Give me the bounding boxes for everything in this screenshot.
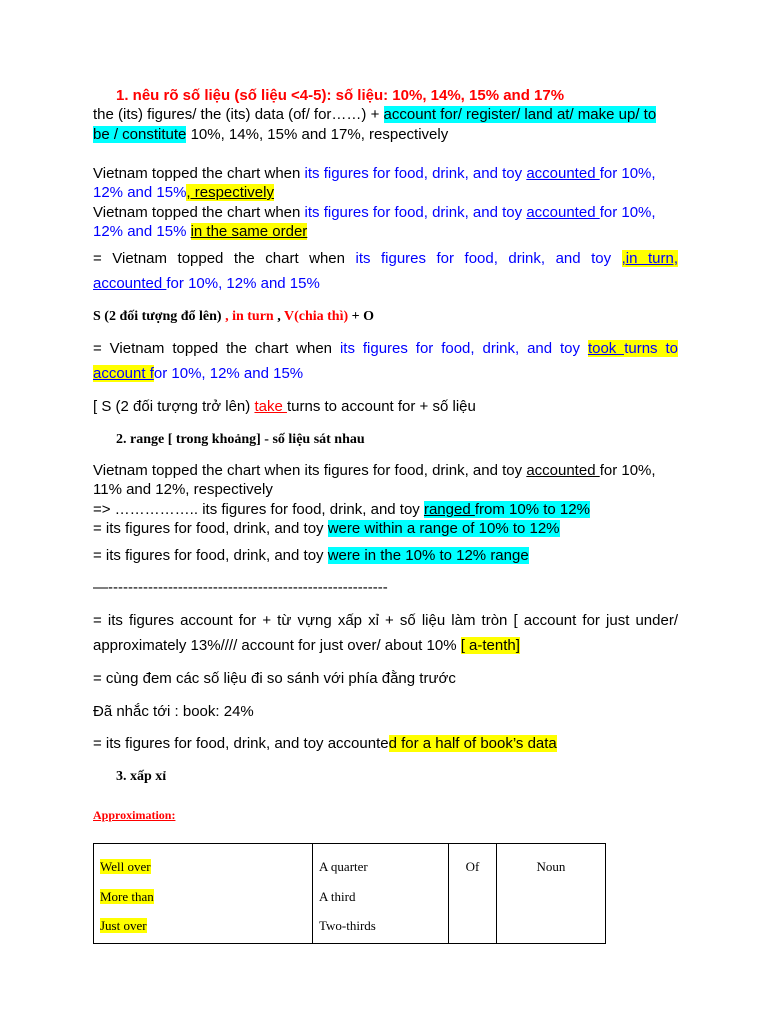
example-4-line-2: account for 10%, 12% and 15% <box>93 365 304 382</box>
example-1-line-2: 12% and 15%, respectively <box>93 184 274 201</box>
example-2-line-2: 12% and 15% in the same order <box>93 223 308 240</box>
s2-line-3: => …………….. its figures for food, drink, and toy ranged from 10% to 12% <box>93 501 590 518</box>
s2-line-2: 11% and 12%, respectively <box>93 481 273 498</box>
example-3-line-1: = Vietnam topped the chart when its figures for food, drink, and toy ,in turn, <box>93 250 678 267</box>
table-cell-fractions: A quarter A third Two-thirds <box>313 844 449 944</box>
highlight-verbs-2: be / constitute <box>93 126 187 143</box>
s1-line-2: be / constitute 10%, 14%, 15% and 17%, respectively <box>93 126 449 143</box>
section-1-heading: 1. nêu rõ số liệu (số liệu <4-5): số liệu: 10%, 14%, 15% and 17% <box>116 87 565 104</box>
table-row <box>94 844 606 944</box>
s2-line-10: = its figures for food, drink, and toy accounted for a half of book’s data <box>93 735 557 752</box>
example-1-line-1: Vietnam topped the chart when its figures for food, drink, and toy accounted for 10%, <box>93 165 656 182</box>
table-cell-of: Of <box>449 844 497 944</box>
example-4-line-1: = Vietnam topped the chart when its figures for food, drink, and toy took turns to <box>93 340 678 357</box>
approximation-table <box>93 843 606 944</box>
s2-line-4: = its figures for food, drink, and toy were within a range of 10% to 12% <box>93 520 560 537</box>
approximation-label: Approximation: <box>93 808 176 822</box>
table-cell-noun: Noun <box>497 844 606 944</box>
section-2-heading: 2. range [ trong khoảng] - số liệu sát nhau <box>116 432 365 447</box>
s2-line-6: = its figures account for + từ vựng xấp xỉ + số liệu làm tròn [ account for just under/ <box>93 612 678 629</box>
example-3-line-2: accounted for 10%, 12% and 15% <box>93 275 320 292</box>
example-2-line-1: Vietnam topped the chart when its figures for food, drink, and toy accounted for 10%, <box>93 204 656 221</box>
divider-line: —-------------------------------------------------------- <box>93 579 388 596</box>
formula-in-turn: S (2 đối tượng đổ lên) , in turn , V(chia thì) + O <box>93 309 374 324</box>
highlight-verbs: account for/ register/ land at/ make up/ to <box>383 106 657 123</box>
s2-line-7: approximately 13%//// account for just over/ about 10% [ a-tenth] <box>93 637 520 654</box>
formula-take-turns: [ S (2 đối tượng trở lên) take turns to account for + số liệu <box>93 398 476 415</box>
s2-line-1: Vietnam topped the chart when its figures for food, drink, and toy accounted for 10%, <box>93 462 656 479</box>
highlight-same-order: in the same order <box>190 223 308 240</box>
s2-line-5: = its figures for food, drink, and toy were in the 10% to 12% range <box>93 547 529 564</box>
table-cell-quantifiers: Well over More than Just over <box>94 844 313 944</box>
highlight-in-turn: ,in turn, <box>621 250 678 267</box>
s1-line-1: the (its) figures/ the (its) data (of/ for……) + account for/ register/ land at/ make up/ to <box>93 106 657 123</box>
highlight-respectively: , respectively <box>186 184 274 201</box>
section-3-heading: 3. xấp xỉ <box>116 769 167 784</box>
s2-line-9: Đã nhắc tới : book: 24% <box>93 703 254 720</box>
s2-line-8: = cùng đem các số liệu đi so sánh với phía đằng trước <box>93 670 456 687</box>
